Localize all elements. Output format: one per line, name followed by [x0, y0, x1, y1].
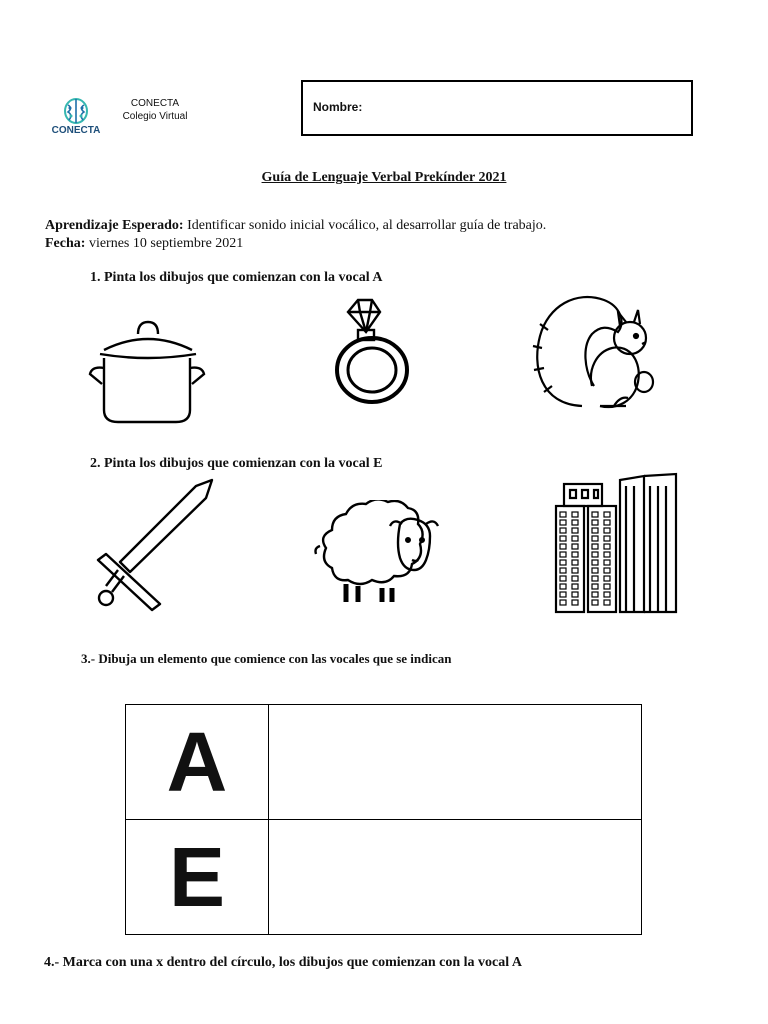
school-name-block — [110, 97, 200, 123]
question-4: 4.- Marca con una x dentro del círculo, los dibujos que comienzan con la vocal A — [44, 955, 522, 970]
drawing-area[interactable] — [269, 705, 642, 820]
date-text: viernes 10 septiembre 2021 — [85, 236, 244, 251]
vowel-cell: E — [126, 820, 269, 935]
squirrel-icon — [530, 286, 664, 426]
name-field[interactable] — [301, 80, 693, 136]
school-subtitle: Colegio Virtual — [122, 111, 188, 122]
page-title: Guía de Lenguaje Verbal Prekínder 2021 — [261, 170, 507, 185]
question-3: 3.- Dibuja un elemento que comience con las vocales que se indican — [81, 651, 452, 666]
drawing-area[interactable] — [269, 820, 642, 935]
objective-text: Identificar sonido inicial vocálico, al desarrollar guía de trabajo. — [183, 218, 547, 233]
sheep-icon — [312, 500, 444, 608]
objective-line — [45, 217, 546, 235]
sword-icon — [84, 476, 220, 612]
buildings-icon — [552, 472, 680, 616]
ring-icon — [326, 296, 416, 408]
name-label: Nombre: — [313, 100, 363, 114]
table-row — [126, 705, 642, 820]
logo-wordmark: CONECTA — [51, 125, 101, 136]
vowel-cell: A — [126, 705, 269, 820]
table-row — [126, 820, 642, 935]
pot-icon — [86, 318, 210, 426]
date-line — [45, 235, 243, 253]
school-name: CONECTA — [130, 98, 180, 109]
date-label: Fecha: — [45, 236, 86, 251]
question-2: 2. Pinta los dibujos que comienzan con la vocal E — [90, 456, 383, 471]
school-logo — [44, 96, 110, 142]
question-1: 1. Pinta los dibujos que comienzan con la vocal A — [90, 270, 383, 285]
objective-label: Aprendizaje Esperado: — [45, 218, 184, 233]
vowel-drawing-table — [125, 704, 642, 935]
